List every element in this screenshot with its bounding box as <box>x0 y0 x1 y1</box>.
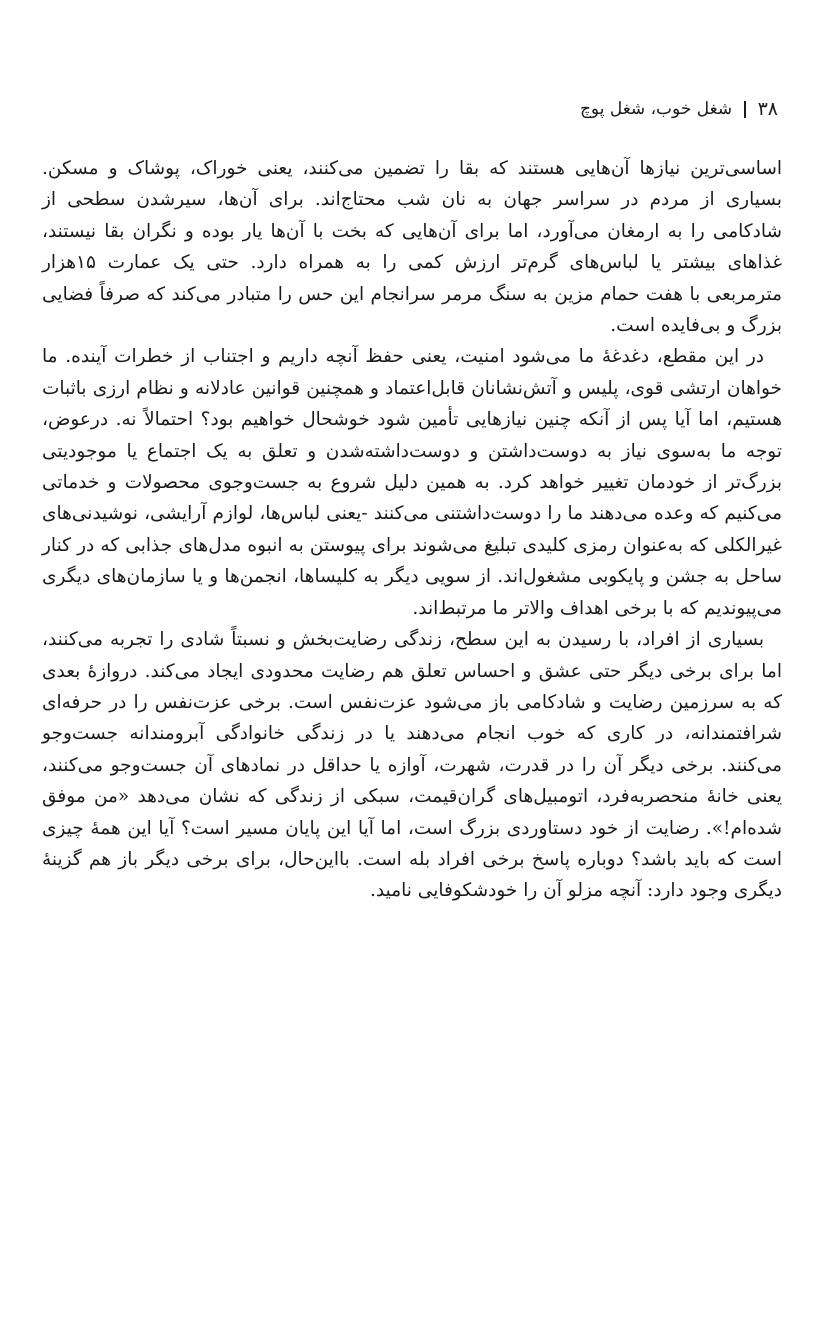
page-number: ۳۸ <box>757 98 778 120</box>
paragraph-1: اساسی‌ترین نیازها آن‌هایی هستند که بقا را تضمین می‌کنند، یعنی خوراک، پوشاک و مسکن. بسیاری از مردم در سراسر جهان به نان شب محتاج‌اند. برای آن‌ها، سیرشدن سطحی از شادکامی را به ارمغان می‌آورد، اما برای آن‌هایی که بخت با آن‌ها یار بوده و نگران بقا نیستند، غذاهای بیشتر یا لباس‌های گرم‌تر ارزش کمی را به همراه دارد. حتی یک عمارت ۱۵هزار مترمربعی با هفت حمام مزین به سنگ مرمر سرانجام این حس را متبادر می‌کند که صرفاً فضایی بزرگ و بی‌فایده است. <box>42 158 782 337</box>
header-separator <box>744 101 746 118</box>
paragraph-2: در این مقطع، دغدغهٔ ما می‌شود امنیت، یعنی حفظ آنچه داریم و اجتناب از خطرات آینده. ما خواهان ارتشی قوی، پلیس و آتش‌نشانان قابل‌اعتماد و همچنین قوانین عادلانه و نظام ارزی باثبات هستیم، اما آیا پس از آنکه چنین نیازهایی تأمین شود خوشحال خواهیم بود؟ احتمالاً نه. درعوض، توجه ما به‌سوی نیاز به دوست‌داشتن و دوست‌داشته‌شدن و تعلق به یک اجتماع یا موجودیتی بزرگ‌تر از خودمان تغییر خواهد کرد. به همین دلیل شروع به جست‌وجوی محصولات و خدماتی می‌کنیم که وعده می‌دهند ما را دوست‌داشتنی می‌کنند -یعنی لباس‌ها، لوازم آرایشی، نوشیدنی‌های غیرالکلی که به‌عنوان رمزی کلیدی تبلیغ می‌شوند برای پیوستن به انبوه مدل‌های جذابی که در کنار ساحل به جشن و پایکوبی مشغول‌اند. از سویی دیگر به کلیساها، انجمن‌ها و یا سازمان‌های دیگری می‌پیوندیم که با برخی اهداف والاتر ما مرتبط‌اند. <box>42 346 782 619</box>
running-title: شغل خوب، شغل پوچ <box>579 99 733 119</box>
running-head <box>580 98 778 120</box>
body-text <box>42 153 782 907</box>
paragraph-3: بسیاری از افراد، با رسیدن به این سطح، زندگی رضایت‌بخش و نسبتاً شادی را تجربه می‌کنند، اما برای برخی دیگر حتی عشق و احساس تعلق هم رضایت محدودی ایجاد می‌کند. دروازهٔ بعدی که به سرزمین رضایت و شادکامی باز می‌شود عزت‌نفس است. برخی عزت‌نفس را در حرفه‌ای شرافتمندانه، در کاری که خوب انجام می‌دهند یا در زندگی خانوادگی آبرومندانه جست‌وجو می‌کنند. برخی دیگر آن را در قدرت، شهرت، آوازه یا حداقل در نمادهای آن جست‌وجو می‌کنند، یعنی خانهٔ منحصربه‌فرد، اتومبیل‌های گران‌قیمت، سبکی از زندگی که نشان می‌دهد «من موفق شده‌ام!». رضایت از خود دستاوردی بزرگ است، اما آیا این پایان مسیر است؟ آیا این همهٔ چیزی است که باید باشد؟ دوباره پاسخ برخی افراد بله است. بااین‌حال، برای برخی دیگر باز هم گزینهٔ دیگری وجود دارد: آنچه مزلو آن را خودشکوفایی نامید. <box>42 629 782 902</box>
